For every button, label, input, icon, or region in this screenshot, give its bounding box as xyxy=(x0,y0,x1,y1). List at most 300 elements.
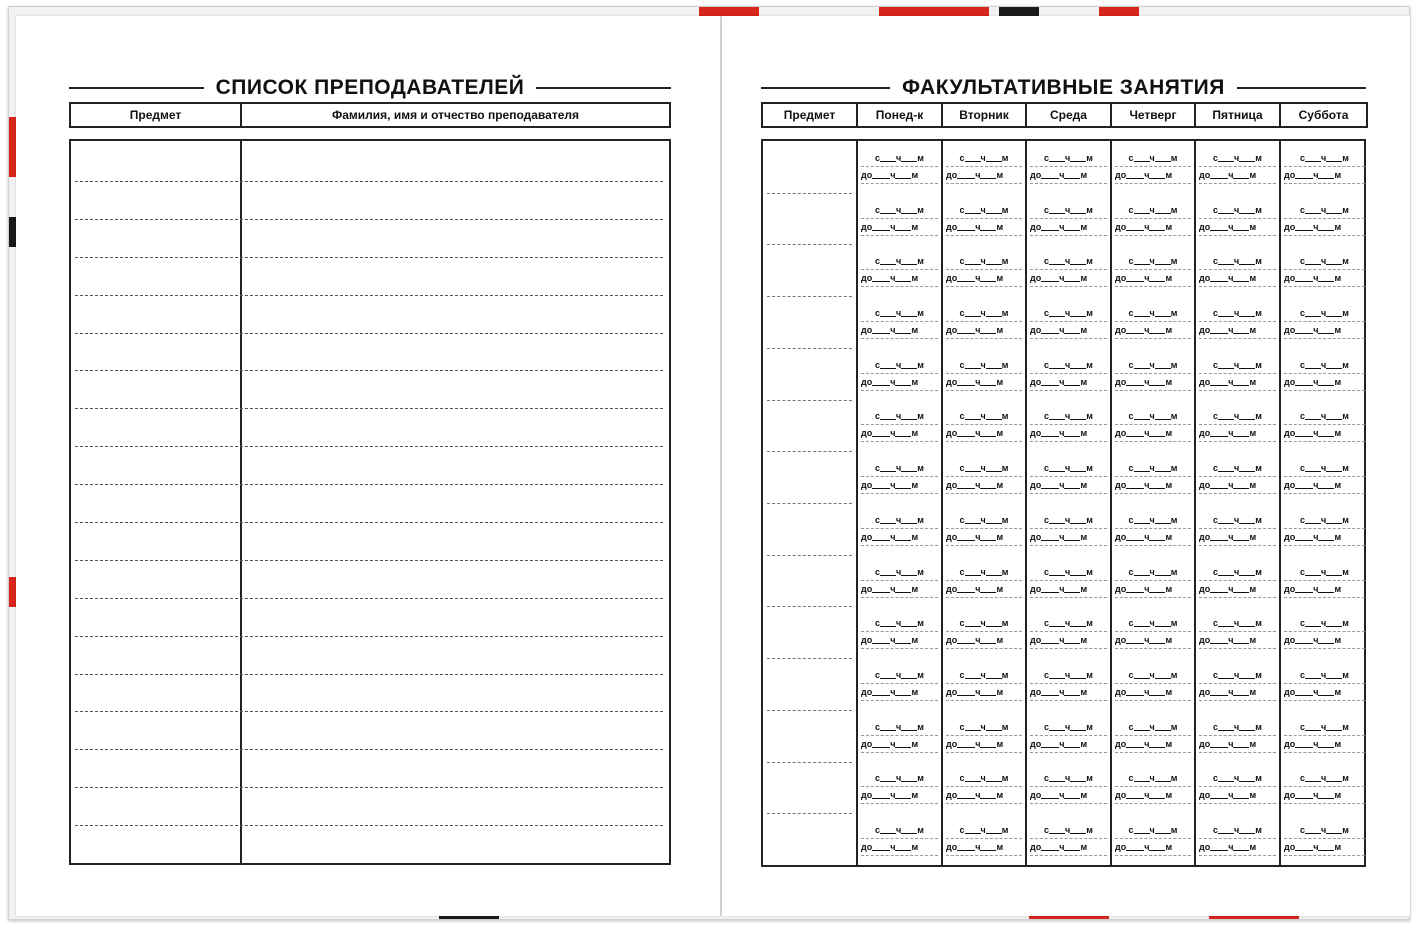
time-slot xyxy=(943,296,1025,348)
time-blank xyxy=(1295,325,1313,334)
from-time-line xyxy=(1284,460,1365,477)
time-blank xyxy=(965,773,981,782)
to-time-line xyxy=(1284,322,1365,339)
time-blank xyxy=(1233,790,1249,799)
from-label: с xyxy=(1300,204,1306,215)
minutes-label: м xyxy=(1255,825,1262,836)
hours-label: ч xyxy=(1228,635,1234,646)
time-blank xyxy=(880,670,896,679)
from-label: с xyxy=(1300,566,1306,577)
hours-label: ч xyxy=(1149,256,1155,267)
writing-line xyxy=(75,333,663,334)
minutes-label: м xyxy=(1249,531,1257,542)
hours-label: ч xyxy=(1149,152,1155,163)
hours-label: ч xyxy=(980,411,986,422)
minutes-label: м xyxy=(1334,738,1342,749)
time-blank xyxy=(965,463,981,472)
minutes-label: м xyxy=(1255,566,1262,577)
to-time-line xyxy=(1115,425,1191,442)
to-label: до xyxy=(946,325,958,336)
time-blank xyxy=(980,687,996,696)
writing-line xyxy=(75,408,663,409)
time-blank xyxy=(1239,825,1255,834)
minutes-label: м xyxy=(1334,428,1342,439)
from-time-line xyxy=(1115,719,1191,736)
time-blank xyxy=(1295,842,1313,851)
time-blank xyxy=(1134,205,1150,214)
minutes-label: м xyxy=(917,359,924,370)
time-blank xyxy=(1149,532,1165,541)
time-blank xyxy=(1218,567,1234,576)
hours-label: ч xyxy=(1321,204,1327,215)
minutes-label: м xyxy=(1086,618,1093,629)
hours-label: ч xyxy=(1228,325,1234,336)
time-blank xyxy=(1210,584,1228,593)
time-blank xyxy=(1126,325,1144,334)
time-blank xyxy=(1318,273,1334,282)
to-time-line xyxy=(1030,581,1107,598)
time-blank xyxy=(901,825,917,834)
to-time-line xyxy=(946,736,1022,753)
from-time-line xyxy=(1115,305,1191,322)
hours-label: ч xyxy=(1144,376,1150,387)
hours-label: ч xyxy=(896,514,902,525)
time-blank xyxy=(1149,170,1165,179)
minutes-label: м xyxy=(1165,428,1173,439)
time-blank xyxy=(1218,670,1234,679)
to-label: до xyxy=(1115,325,1127,336)
from-time-line xyxy=(1030,408,1107,425)
time-slot xyxy=(943,606,1025,658)
time-blank xyxy=(1155,463,1171,472)
from-label: с xyxy=(1044,618,1050,629)
time-blank xyxy=(1233,687,1249,696)
hours-label: ч xyxy=(1149,359,1155,370)
hours-label: ч xyxy=(1321,566,1327,577)
time-blank xyxy=(872,325,890,334)
time-slot xyxy=(943,141,1025,193)
minutes-label: м xyxy=(1249,376,1257,387)
time-slot xyxy=(943,400,1025,452)
time-slot xyxy=(1281,244,1368,296)
from-time-line xyxy=(1115,357,1191,374)
minutes-label: м xyxy=(1255,618,1262,629)
column-header-monday: Понед-к xyxy=(857,103,942,127)
from-time-line xyxy=(1284,357,1365,374)
from-label: с xyxy=(1213,463,1219,474)
time-blank xyxy=(895,325,911,334)
hours-label: ч xyxy=(1059,169,1065,180)
from-label: с xyxy=(1128,359,1134,370)
time-blank xyxy=(986,825,1002,834)
minutes-label: м xyxy=(1255,256,1262,267)
time-blank xyxy=(1126,170,1144,179)
electives-header-table xyxy=(761,102,1368,128)
hours-label: ч xyxy=(896,463,902,474)
to-label: до xyxy=(861,428,873,439)
time-blank xyxy=(872,377,890,386)
to-time-line xyxy=(1284,219,1365,236)
minutes-label: м xyxy=(1334,221,1342,232)
time-slot xyxy=(1027,813,1110,865)
hours-label: ч xyxy=(980,618,986,629)
minutes-label: м xyxy=(1165,221,1173,232)
time-slot xyxy=(1027,555,1110,607)
time-slot xyxy=(1027,606,1110,658)
time-blank xyxy=(1064,377,1080,386)
from-time-line xyxy=(1115,615,1191,632)
time-blank xyxy=(957,842,975,851)
day-column-tuesday xyxy=(943,141,1027,865)
time-blank xyxy=(1318,842,1334,851)
time-blank xyxy=(1049,515,1065,524)
to-label: до xyxy=(1115,790,1127,801)
time-blank xyxy=(1149,480,1165,489)
minutes-label: м xyxy=(1170,825,1178,836)
time-blank xyxy=(1070,722,1086,731)
from-time-line xyxy=(946,357,1022,374)
time-blank xyxy=(895,584,911,593)
hours-label: ч xyxy=(1065,308,1071,319)
time-blank xyxy=(895,480,911,489)
to-label: до xyxy=(1115,635,1127,646)
minutes-label: м xyxy=(996,428,1004,439)
from-label: с xyxy=(1213,204,1219,215)
to-time-line xyxy=(946,167,1022,184)
time-blank xyxy=(895,273,911,282)
time-blank xyxy=(986,463,1002,472)
time-blank xyxy=(1126,584,1144,593)
hours-label: ч xyxy=(1321,618,1327,629)
minutes-label: м xyxy=(996,583,1004,594)
to-time-line xyxy=(946,425,1022,442)
from-label: с xyxy=(959,825,965,836)
time-blank xyxy=(1126,739,1144,748)
hours-label: ч xyxy=(1065,670,1071,681)
minutes-label: м xyxy=(917,721,924,732)
time-blank xyxy=(1326,567,1342,576)
time-blank xyxy=(1155,515,1171,524)
time-blank xyxy=(1041,170,1059,179)
minutes-label: м xyxy=(1255,773,1262,784)
from-label: с xyxy=(959,566,965,577)
writing-line xyxy=(75,636,663,637)
from-time-line xyxy=(946,253,1022,270)
title-rule xyxy=(761,87,890,89)
minutes-label: м xyxy=(1170,359,1178,370)
minutes-label: м xyxy=(1334,842,1342,853)
time-blank xyxy=(957,170,975,179)
time-blank xyxy=(1041,687,1059,696)
time-blank xyxy=(1064,325,1080,334)
time-blank xyxy=(1041,273,1059,282)
time-blank xyxy=(1126,273,1144,282)
from-label: с xyxy=(875,204,881,215)
minutes-label: м xyxy=(1080,583,1088,594)
to-time-line xyxy=(1284,425,1365,442)
time-blank xyxy=(1149,739,1165,748)
time-blank xyxy=(1210,635,1228,644)
time-blank xyxy=(1295,170,1313,179)
hours-label: ч xyxy=(980,308,986,319)
hours-label: ч xyxy=(1065,411,1071,422)
to-time-line xyxy=(1199,787,1276,804)
time-blank xyxy=(980,739,996,748)
time-blank xyxy=(1155,618,1171,627)
minutes-label: м xyxy=(1086,204,1093,215)
minutes-label: м xyxy=(1255,721,1262,732)
from-time-line xyxy=(946,202,1022,219)
subject-line xyxy=(767,193,852,194)
time-blank xyxy=(957,635,975,644)
from-label: с xyxy=(1213,514,1219,525)
minutes-label: м xyxy=(1334,376,1342,387)
time-blank xyxy=(1064,687,1080,696)
time-blank xyxy=(980,584,996,593)
time-blank xyxy=(1041,739,1059,748)
time-blank xyxy=(1134,722,1150,731)
hours-label: ч xyxy=(1228,531,1234,542)
time-blank xyxy=(957,428,975,437)
to-time-line xyxy=(1284,270,1365,287)
time-blank xyxy=(1210,790,1228,799)
time-blank xyxy=(965,722,981,731)
minutes-label: м xyxy=(917,566,924,577)
hours-label: ч xyxy=(980,463,986,474)
time-slot xyxy=(858,296,941,348)
to-label: до xyxy=(946,480,958,491)
time-slot xyxy=(858,606,941,658)
time-blank xyxy=(872,584,890,593)
minutes-label: м xyxy=(1255,411,1262,422)
from-time-line xyxy=(1030,150,1107,167)
to-time-line xyxy=(1199,167,1276,184)
from-label: с xyxy=(1300,308,1306,319)
from-time-line xyxy=(1199,253,1276,270)
to-time-line xyxy=(1115,632,1191,649)
time-blank xyxy=(895,635,911,644)
from-time-line xyxy=(861,512,938,529)
day-column-saturday xyxy=(1281,141,1368,865)
hours-label: ч xyxy=(1313,842,1319,853)
from-time-line xyxy=(946,770,1022,787)
time-slot xyxy=(858,658,941,710)
time-blank xyxy=(1295,222,1313,231)
hours-label: ч xyxy=(1313,480,1319,491)
time-blank xyxy=(872,532,890,541)
hours-label: ч xyxy=(1144,687,1150,698)
to-time-line xyxy=(1199,839,1276,856)
to-time-line xyxy=(1115,270,1191,287)
hours-label: ч xyxy=(1228,842,1234,853)
hours-label: ч xyxy=(1149,618,1155,629)
time-blank xyxy=(1326,360,1342,369)
to-time-line xyxy=(1115,736,1191,753)
to-label: до xyxy=(946,687,958,698)
to-time-line xyxy=(1284,477,1365,494)
time-slot xyxy=(1281,141,1368,193)
from-label: с xyxy=(959,618,965,629)
minutes-label: м xyxy=(1334,790,1342,801)
to-time-line xyxy=(1030,270,1107,287)
time-blank xyxy=(1318,790,1334,799)
to-label: до xyxy=(946,790,958,801)
to-time-line xyxy=(861,167,938,184)
time-blank xyxy=(1239,153,1255,162)
from-label: с xyxy=(1044,514,1050,525)
hours-label: ч xyxy=(1065,825,1071,836)
hours-label: ч xyxy=(1234,152,1240,163)
minutes-label: м xyxy=(1001,566,1009,577)
time-slot xyxy=(1027,348,1110,400)
page-title: СПИСОК ПРЕПОДАВАТЕЛЕЙ xyxy=(215,76,525,99)
to-time-line xyxy=(1115,477,1191,494)
time-blank xyxy=(880,153,896,162)
hours-label: ч xyxy=(1065,773,1071,784)
writing-line xyxy=(75,219,663,220)
hours-label: ч xyxy=(1321,463,1327,474)
subject-line xyxy=(767,451,852,452)
time-blank xyxy=(1210,222,1228,231)
hours-label: ч xyxy=(890,687,896,698)
teachers-header-table xyxy=(69,102,671,128)
to-time-line xyxy=(1115,529,1191,546)
time-slot xyxy=(1112,296,1194,348)
time-slot xyxy=(1196,296,1279,348)
time-blank xyxy=(1041,428,1059,437)
time-blank xyxy=(1295,532,1313,541)
hours-label: ч xyxy=(1059,790,1065,801)
from-time-line xyxy=(1115,150,1191,167)
time-blank xyxy=(872,687,890,696)
from-time-line xyxy=(1115,770,1191,787)
from-label: с xyxy=(1300,359,1306,370)
from-label: с xyxy=(1044,308,1050,319)
time-blank xyxy=(1295,687,1313,696)
time-blank xyxy=(1126,790,1144,799)
minutes-label: м xyxy=(1170,463,1178,474)
time-blank xyxy=(1049,463,1065,472)
hours-label: ч xyxy=(1065,618,1071,629)
hours-label: ч xyxy=(1313,376,1319,387)
hours-label: ч xyxy=(1321,359,1327,370)
to-label: до xyxy=(1199,428,1211,439)
hours-label: ч xyxy=(1144,221,1150,232)
time-blank xyxy=(986,618,1002,627)
from-time-line xyxy=(1199,615,1276,632)
from-time-line xyxy=(1030,512,1107,529)
minutes-label: м xyxy=(1086,825,1093,836)
minutes-label: м xyxy=(1170,670,1178,681)
time-slot xyxy=(1281,503,1368,555)
time-blank xyxy=(1295,273,1313,282)
time-blank xyxy=(1070,825,1086,834)
from-time-line xyxy=(1199,357,1276,374)
from-label: с xyxy=(1128,256,1134,267)
from-time-line xyxy=(1115,667,1191,684)
minutes-label: м xyxy=(996,221,1004,232)
from-label: с xyxy=(1213,308,1219,319)
hours-label: ч xyxy=(975,376,981,387)
minutes-label: м xyxy=(911,221,919,232)
time-blank xyxy=(901,722,917,731)
subject-line xyxy=(767,606,852,607)
from-time-line xyxy=(1115,822,1191,839)
hours-label: ч xyxy=(1313,790,1319,801)
hours-label: ч xyxy=(1149,670,1155,681)
subject-line xyxy=(767,710,852,711)
minutes-label: м xyxy=(1342,721,1349,732)
minutes-label: м xyxy=(1249,428,1257,439)
time-slot xyxy=(1112,555,1194,607)
minutes-label: м xyxy=(911,428,919,439)
from-label: с xyxy=(1044,152,1050,163)
subject-line xyxy=(767,348,852,349)
minutes-label: м xyxy=(1086,463,1093,474)
time-blank xyxy=(986,773,1002,782)
from-time-line xyxy=(1284,150,1365,167)
time-slot xyxy=(943,710,1025,762)
time-blank xyxy=(1305,411,1321,420)
time-blank xyxy=(1134,515,1150,524)
from-time-line xyxy=(946,615,1022,632)
hours-label: ч xyxy=(1313,687,1319,698)
time-blank xyxy=(986,205,1002,214)
from-label: с xyxy=(959,359,965,370)
from-time-line xyxy=(1284,202,1365,219)
right-title-bar xyxy=(761,74,1366,104)
to-label: до xyxy=(1284,169,1296,180)
from-time-line xyxy=(1199,719,1276,736)
to-label: до xyxy=(1030,842,1042,853)
from-time-line xyxy=(1284,305,1365,322)
time-slot xyxy=(1027,762,1110,814)
from-time-line xyxy=(1115,460,1191,477)
time-blank xyxy=(1149,790,1165,799)
hours-label: ч xyxy=(1321,670,1327,681)
time-blank xyxy=(1064,532,1080,541)
time-blank xyxy=(901,773,917,782)
minutes-label: м xyxy=(1080,221,1088,232)
to-time-line xyxy=(1030,529,1107,546)
minutes-label: м xyxy=(917,256,924,267)
from-label: с xyxy=(1300,670,1306,681)
hours-label: ч xyxy=(1059,221,1065,232)
time-blank xyxy=(1155,256,1171,265)
hours-label: ч xyxy=(1149,514,1155,525)
minutes-label: м xyxy=(1001,670,1009,681)
time-blank xyxy=(986,567,1002,576)
time-blank xyxy=(1239,670,1255,679)
time-blank xyxy=(895,790,911,799)
to-label: до xyxy=(946,635,958,646)
to-time-line xyxy=(1115,322,1191,339)
from-time-line xyxy=(946,667,1022,684)
minutes-label: м xyxy=(917,514,924,525)
hours-label: ч xyxy=(975,687,981,698)
minutes-label: м xyxy=(1334,531,1342,542)
to-label: до xyxy=(861,480,873,491)
to-time-line xyxy=(1284,632,1365,649)
time-blank xyxy=(880,722,896,731)
title-rule xyxy=(69,87,204,89)
time-slot xyxy=(1027,710,1110,762)
time-slot xyxy=(1196,503,1279,555)
time-blank xyxy=(1305,567,1321,576)
column-divider xyxy=(240,141,242,863)
hours-label: ч xyxy=(890,738,896,749)
minutes-label: м xyxy=(1165,273,1173,284)
